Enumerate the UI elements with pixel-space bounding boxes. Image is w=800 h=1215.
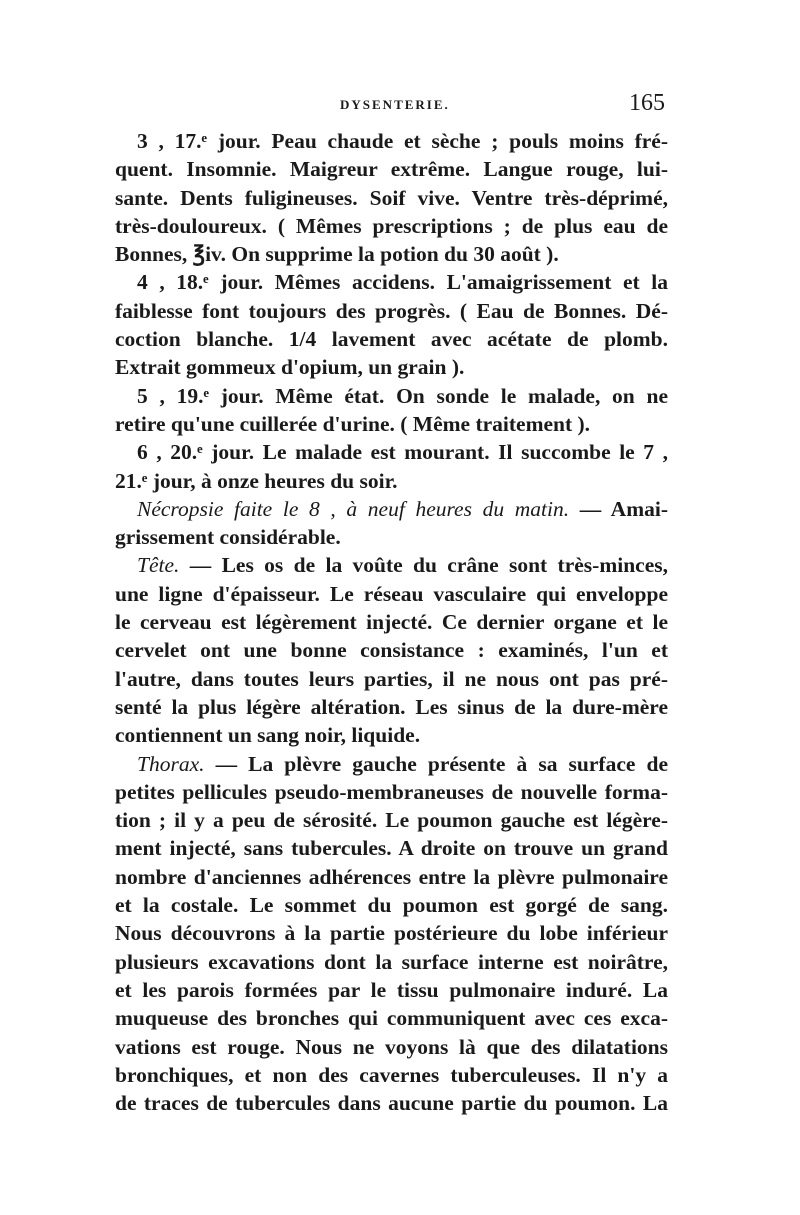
text-line: muqueuse des bronches qui communiquent avec ces exca- <box>115 1006 668 1031</box>
text-line: 6 , 20.ᵉ jour. Le malade est mourant. Il succombe le 7 , <box>137 440 668 465</box>
text-line: Nous découvrons à la partie postérieure du lobe inférieur <box>115 921 668 946</box>
text-line: petites pellicules pseudo-membraneuses de nouvelle forma- <box>115 779 668 804</box>
text-line: contiennent un sang noir, liquide. <box>115 723 421 748</box>
text-line: très-douloureux. ( Mêmes prescriptions ; de plus eau de <box>115 213 668 238</box>
thorax-rest: — La plèvre gauche présente à sa surface de <box>204 751 668 776</box>
tete-line <box>115 551 668 579</box>
text-line: ment injecté, sans tubercules. A droite on trouve un grand <box>115 836 668 861</box>
page-header <box>115 90 665 124</box>
text-line: et la costale. Le sommet du poumon est gorgé de sang. <box>115 893 668 918</box>
text-line: quent. Insomnie. Maigreur extrême. Langue rouge, lui- <box>115 157 668 182</box>
body-text <box>115 127 668 1117</box>
text-line: retire qu'une cuillerée d'urine. ( Même traitement ). <box>115 411 591 436</box>
text-line: tion ; il y a peu de sérosité. Le poumon gauche est légère- <box>115 808 668 833</box>
necropsy-line <box>115 495 668 523</box>
text-line: une ligne d'épaisseur. Le réseau vasculaire qui enveloppe <box>115 581 668 606</box>
text-line: cervelet ont une bonne consistance : examinés, l'un et <box>115 638 668 663</box>
text-line: faiblesse font toujours des progrès. ( Eau de Bonnes. Dé- <box>115 298 668 323</box>
tete-label: Tête. <box>137 553 180 578</box>
running-head: DYSENTERIE. <box>340 97 450 112</box>
necropsy-label: Nécropsie faite le 8 , à neuf heures du matin. <box>137 496 570 521</box>
text-line: coction blanche. 1/4 lavement avec acétate de plomb. <box>115 327 668 352</box>
text-line: 3 , 17.ᵉ jour. Peau chaude et sèche ; pouls moins fré- <box>137 129 668 153</box>
text-line: Extrait gommeux d'opium, un grain ). <box>115 355 465 380</box>
thorax-line <box>115 750 668 778</box>
text-line: senté la plus légère altération. Les sinus de la dure-mère <box>115 694 668 719</box>
text-line: sante. Dents fuligineuses. Soif vive. Ventre très-déprimé, <box>115 185 668 210</box>
text-line: plusieurs excavations dont la surface interne est noirâtre, <box>115 949 668 974</box>
text-line: de traces de tubercules dans aucune partie du poumon. La <box>115 1091 668 1116</box>
page-number: 165 <box>629 90 665 116</box>
tete-rest: — Les os de la voûte du crâne sont très-minces, <box>179 553 668 578</box>
text-line: 4 , 18.ᵉ jour. Mêmes accidens. L'amaigrissement et la <box>137 270 668 295</box>
text-line: le cerveau est légèrement injecté. Ce dernier organe et le <box>115 610 668 635</box>
text-line: vations est rouge. Nous ne voyons là que des dilatations <box>115 1034 668 1059</box>
text-line: nombre d'anciennes adhérences entre la plèvre pulmonaire <box>115 864 668 889</box>
text-line: grissement considérable. <box>115 525 341 550</box>
text-line: l'autre, dans toutes leurs parties, il ne nous ont pas pré- <box>115 666 668 691</box>
text-line: et les parois formées par le tissu pulmonaire induré. La <box>115 977 668 1002</box>
text-line: 5 , 19.ᵉ jour. Même état. On sonde le malade, on ne <box>137 383 668 408</box>
text-line: Bonnes, ℥iv. On supprime la potion du 30 août ). <box>115 242 559 267</box>
thorax-label: Thorax. <box>137 751 205 776</box>
text-line: bronchiques, et non des cavernes tuberculeuses. Il n'y a <box>115 1062 668 1087</box>
text-line: 21.ᵉ jour, à onze heures du soir. <box>115 468 398 493</box>
necropsy-rest: — Amai- <box>569 496 668 521</box>
